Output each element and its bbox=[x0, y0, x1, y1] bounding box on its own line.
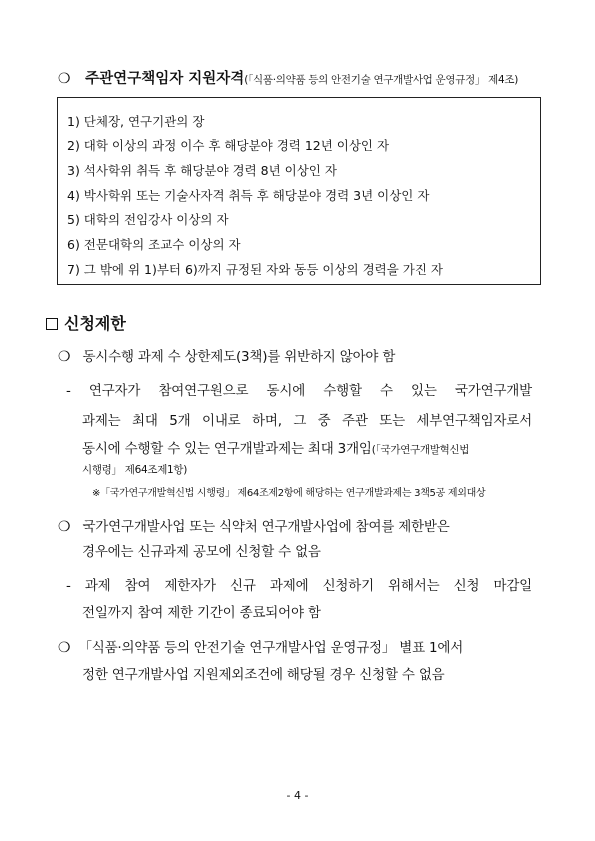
square-bullet-icon bbox=[46, 318, 58, 330]
circle-bullet-icon: ❍ bbox=[58, 640, 71, 656]
restriction-detail-2-line-2: 전일까지 참여 제한 기간이 종료되어야 함 bbox=[82, 605, 321, 621]
restriction-title: 신청제한 bbox=[64, 314, 126, 333]
qualification-heading bbox=[58, 67, 518, 88]
restriction-bullet-2 bbox=[58, 515, 450, 535]
qualification-source: (「식품·의약품 등의 안전기술 연구개발사업 운영규정」 제4조) bbox=[244, 74, 519, 86]
circle-bullet-icon: ❍ bbox=[58, 71, 71, 87]
restriction-detail-1-line-1: - 연구자가 참여연구원으로 동시에 수행할 수 있는 국가연구개발 bbox=[66, 383, 532, 399]
qualification-item-5: 5) 대학의 전임강사 이상의 자 bbox=[67, 212, 229, 227]
restriction-detail-1-line-4: 시행령」 제64조제1항) bbox=[82, 464, 188, 476]
restriction-detail-1-line-2: 과제는 최대 5개 이내로 하며, 그 중 주관 또는 세부연구책임자로서 bbox=[82, 413, 532, 429]
qualification-item-1: 1) 단체장, 연구기관의 장 bbox=[67, 114, 205, 129]
restriction-bullet-1 bbox=[58, 345, 395, 365]
qualification-item-3: 3) 석사학위 취득 후 해당분야 경력 8년 이상인 자 bbox=[67, 163, 337, 178]
restriction-bullet-3 bbox=[58, 636, 463, 656]
circle-bullet-icon: ❍ bbox=[58, 519, 71, 535]
qualification-item-7: 7) 그 밖에 위 1)부터 6)까지 규정된 자와 동등 이상의 경력을 가진 자 bbox=[67, 262, 443, 277]
restriction-heading bbox=[46, 311, 126, 334]
circle-bullet-icon: ❍ bbox=[58, 349, 71, 365]
qualification-item-6: 6) 전문대학의 조교수 이상의 자 bbox=[67, 237, 241, 252]
qualification-box bbox=[57, 97, 541, 285]
restriction-note: ※「국가연구개발혁신법 시행령」 제64조제2항에 해당하는 연구개발과제는 3책5공 제외대상 bbox=[92, 488, 486, 499]
restriction-detail-2-line-1: - 과제 참여 제한자가 신규 과제에 신청하기 위해서는 신청 마감일 bbox=[66, 578, 532, 594]
restriction-detail-1-main: 동시에 수행할 수 있는 연구개발과제는 최대 3개임 bbox=[82, 441, 372, 457]
restriction-detail-1-ref: (「국가연구개발혁신법 bbox=[371, 444, 470, 456]
restriction-bullet-2-line-1: 국가연구개발사업 또는 식약처 연구개발사업에 참여를 제한받은 bbox=[82, 519, 450, 535]
restriction-bullet-3-line-2: 정한 연구개발사업 지원제외조건에 해당될 경우 신청할 수 없음 bbox=[82, 667, 445, 683]
restriction-bullet-2-line-2: 경우에는 신규과제 공모에 신청할 수 없음 bbox=[82, 544, 321, 560]
restriction-bullet-3-line-1: 「식품·의약품 등의 안전기술 연구개발사업 운영규정」 별표 1에서 bbox=[78, 640, 464, 656]
restriction-bullet-1-text: 동시수행 과제 수 상한제도(3책)를 위반하지 않아야 함 bbox=[82, 349, 396, 365]
restriction-detail-1-line-3 bbox=[82, 437, 469, 457]
qualification-item-4: 4) 박사학위 또는 기술사자격 취득 후 해당분야 경력 3년 이상인 자 bbox=[67, 188, 430, 203]
qualification-title: 주관연구책임자 지원자격 bbox=[85, 71, 245, 87]
qualification-item-2: 2) 대학 이상의 과정 이수 후 해당분야 경력 12년 이상인 자 bbox=[67, 138, 390, 153]
page-number: - 4 - bbox=[286, 789, 309, 802]
